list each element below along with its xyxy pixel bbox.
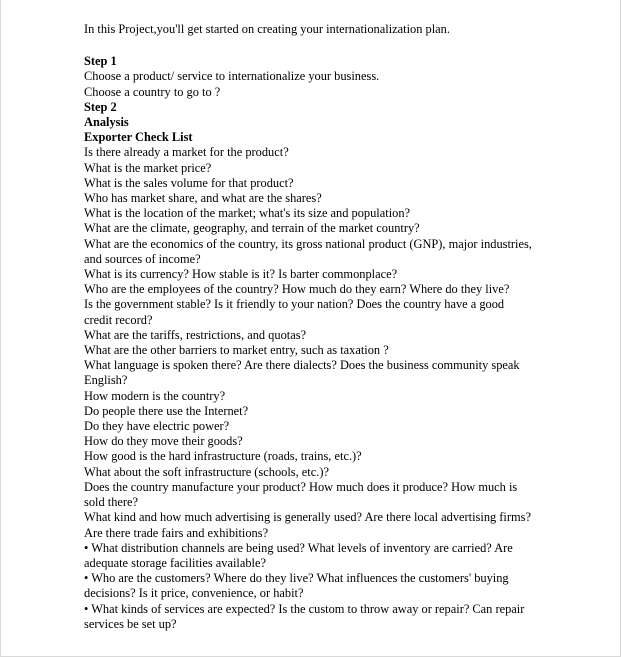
analysis-subheading: Analysis [84,115,129,130]
step-2-heading: Step 2 [84,99,117,114]
checklist-question: Does the country manufacture your product? How much does it produce? How much is sold there? [84,479,518,510]
checklist-question: What are the climate, geography, and terrain of the market country? [84,221,420,236]
checklist-question: What is its currency? How stable is it? Is barter commonplace? [84,267,398,282]
checklist-question: How do they move their goods? [84,434,243,449]
intro-paragraph: In this Project,you'll get started on creating your internationalization plan. [84,22,450,36]
step-1-line-1: Choose a product/ service to internationalize your business. [84,69,380,84]
checklist-question: What are the tariffs, restrictions, and quotas? [84,327,307,342]
checklist-question: How good is the hard infrastructure (roads, trains, etc.)? [84,449,362,464]
checklist-question: What about the soft infrastructure (schools, etc.)? [84,464,329,479]
checklist-question: What are the other barriers to market entry, such as taxation ? [84,343,389,358]
step-1-heading: Step 1 [84,54,117,69]
checklist-question: Is there already a market for the product? [84,145,289,160]
checklist-question: Who has market share, and what are the shares? [84,191,322,206]
step-1-line-2: Choose a country to go to ? [84,84,221,99]
checklist-question: What are the economics of the country, its gross national product (GNP), major industries, and sources of income? [84,236,532,266]
checklist-bullet: • What distribution channels are being used? What levels of inventory are carried? Are adequate storage facilities available? [84,540,513,570]
checklist-question: What is the location of the market; what's its size and population? [84,206,411,221]
checklist-question: Do they have electric power? [84,419,230,434]
checklist-question: What is the market price? [84,160,212,175]
checklist-question: How modern is the country? [84,388,226,403]
step-2-block [84,100,534,632]
step-1-block [84,54,534,100]
checklist-bullet: • What kinds of services are expected? Is the custom to throw away or repair? Can repair services be set up? [84,601,525,631]
document-body [84,22,534,632]
checklist-question: What is the sales volume for that product? [84,175,294,190]
checklist-question: What language is spoken there? Are there dialects? Does the business community speak English? [84,358,520,388]
checklist-question: Do people there use the Internet? [84,403,249,418]
checklist-question: Is the government stable? Is it friendly to your nation? Does the country have a good credit record? [84,297,505,327]
exporter-check-list-title: Exporter Check List [84,130,193,145]
page-left-edge [0,0,1,657]
checklist-question: Who are the employees of the country? How much do they earn? Where do they live? [84,282,510,297]
checklist-question: What kind and how much advertising is generally used? Are there local advertising firms? Are there trade fairs and exhibitions? [84,510,531,540]
checklist-bullet: • Who are the customers? Where do they live? What influences the customers' buying decisions? Is it price, convenience, or habit? [84,571,509,601]
